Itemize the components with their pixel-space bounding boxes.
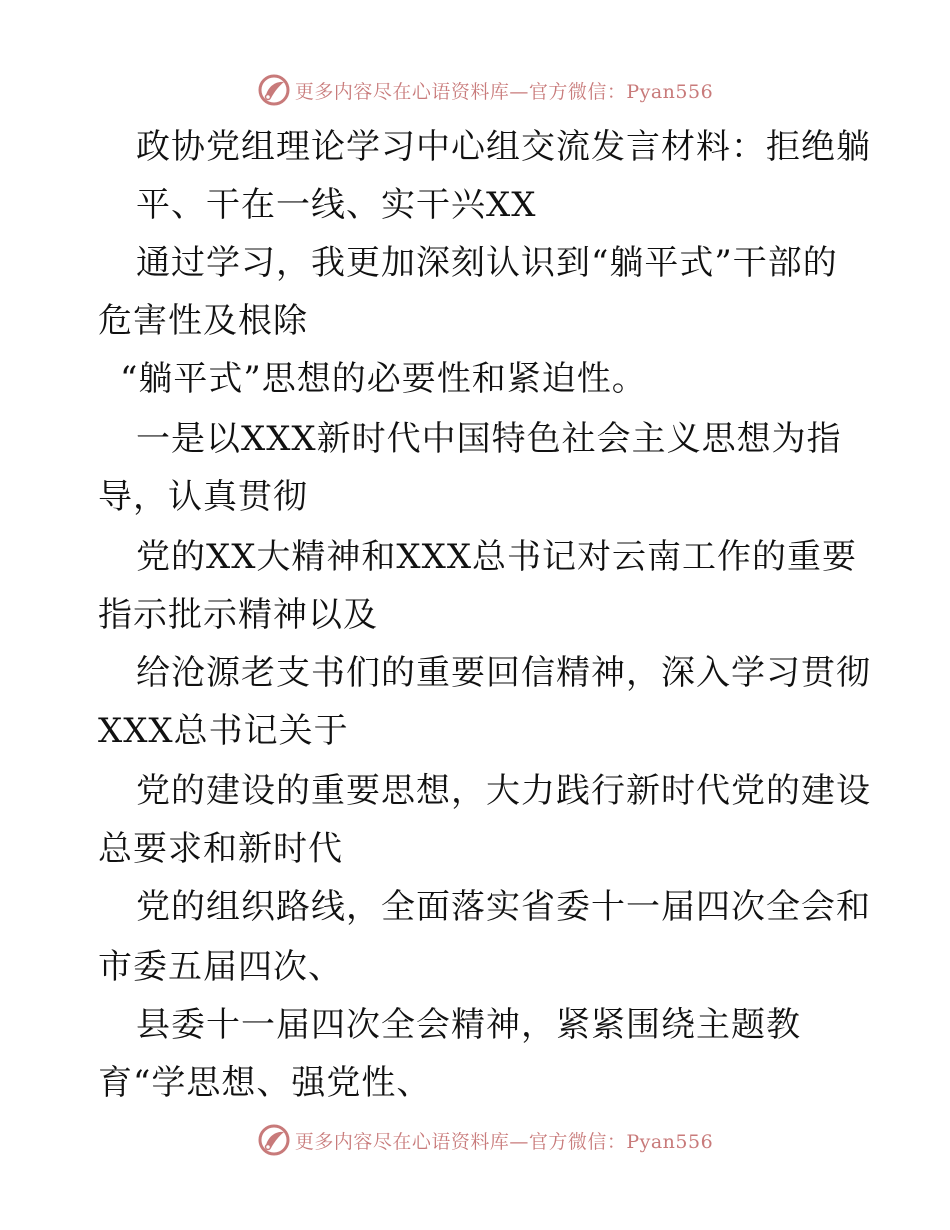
seal-logo-icon	[257, 73, 291, 107]
body-line-14: 县委十一届四次全会精神，紧紧围绕主题教	[136, 1005, 801, 1045]
footer-banner-inner	[257, 1123, 713, 1157]
footer-banner	[0, 1120, 950, 1160]
header-banner	[0, 70, 950, 110]
body-line-5: 导，认真贯彻	[98, 477, 308, 517]
title-line-1: 政协党组理论学习中心组交流发言材料：拒绝躺	[136, 127, 871, 167]
body-line-2: 危害性及根除	[98, 301, 308, 341]
body-line-13: 市委五届四次、	[98, 947, 343, 987]
body-line-12: 党的组织路线，全面落实省委十一届四次全会和	[136, 887, 871, 927]
header-banner-inner	[257, 73, 713, 107]
body-line-8: 给沧源老支书们的重要回信精神，深入学习贯彻	[136, 653, 871, 693]
footer-banner-text: 更多内容尽在心语资料库—官方微信：Pyan556	[294, 1130, 714, 1153]
body-line-15: 育“学思想、强党性、	[98, 1063, 432, 1103]
body-line-1: 通过学习，我更加深刻认识到“躺平式”干部的	[136, 243, 838, 283]
body-line-3: “躺平式”思想的必要性和紧迫性。	[120, 359, 647, 399]
body-line-11: 总要求和新时代	[98, 829, 343, 869]
body-line-10: 党的建设的重要思想，大力践行新时代党的建设	[136, 771, 871, 811]
body-line-7: 指示批示精神以及	[98, 595, 378, 635]
header-banner-text: 更多内容尽在心语资料库—官方微信：Pyan556	[294, 80, 714, 103]
body-line-4: 一是以XXX新时代中国特色社会主义思想为指	[136, 419, 842, 459]
seal-logo-icon	[257, 1123, 291, 1157]
body-line-6: 党的XX大精神和XXX总书记对云南工作的重要	[136, 537, 858, 577]
body-line-9: XXX总书记关于	[98, 711, 349, 751]
title-line-2: 平、干在一线、实干兴XX	[136, 185, 537, 225]
